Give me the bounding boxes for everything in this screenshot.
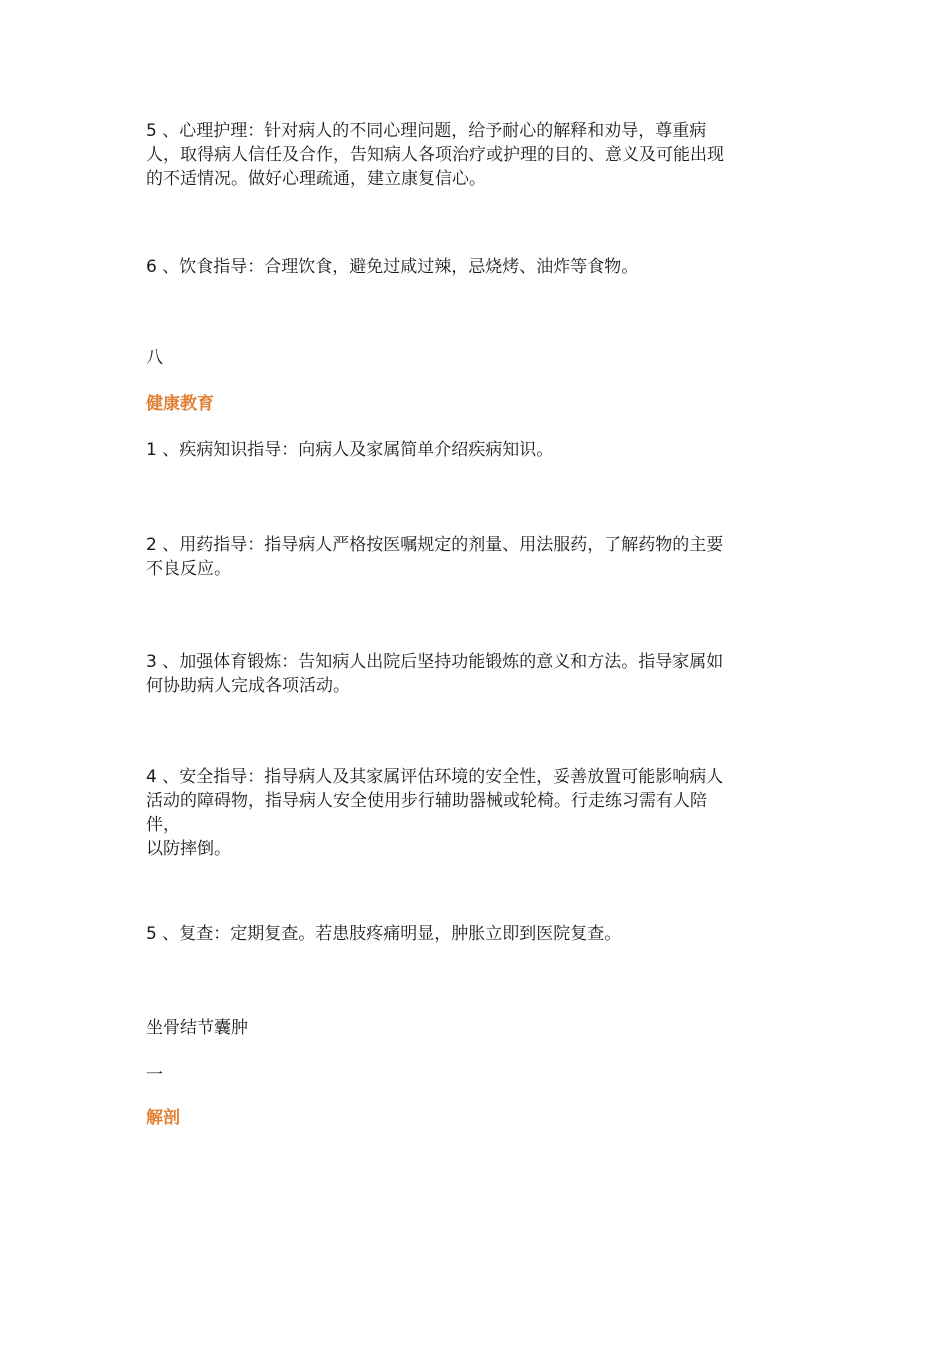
paragraph-diet-guidance: 6 、饮食指导：合理饮食，避免过咸过辣，忌烧烤、油炸等食物。 [146,257,639,277]
topic-title: 坐骨结节囊肿 [146,1018,248,1038]
section-number-1: 一 [146,1065,163,1085]
section-title-health-education: 健康教育 [146,394,214,414]
paragraph-disease-knowledge: 1 、疾病知识指导：向病人及家属简单介绍疾病知识。 [146,440,554,460]
section-number-8: 八 [146,348,163,368]
paragraph-follow-up: 5 、复查：定期复查。若患肢疼痛明显，肿胀立即到医院复查。 [146,924,622,944]
paragraph-safety-guidance: 4 、安全指导：指导病人及其家属评估环境的安全性，妥善放置可能影响病人 活动的障碍物，指导病人安全使用步行辅助器械或轮椅。行走练习需有人陪 伴， 以防摔倒。 [146,767,724,859]
paragraph-medication-guidance: 2 、用药指导：指导病人严格按医嘱规定的剂量、用法服药，了解药物的主要 不良反应。 [146,535,724,579]
section-title-anatomy: 解剖 [146,1108,180,1128]
paragraph-psychological-care: 5 、心理护理：针对病人的不同心理问题，给予耐心的解释和劝导，尊重病 人，取得病人信任及合作，告知病人各项治疗或护理的目的、意义及可能出现 的不适情况。做好心理疏通，建立康复信心。 [146,121,724,189]
paragraph-physical-exercise: 3 、加强体育锻炼：告知病人出院后坚持功能锻炼的意义和方法。指导家属如 何协助病人完成各项活动。 [146,652,724,696]
